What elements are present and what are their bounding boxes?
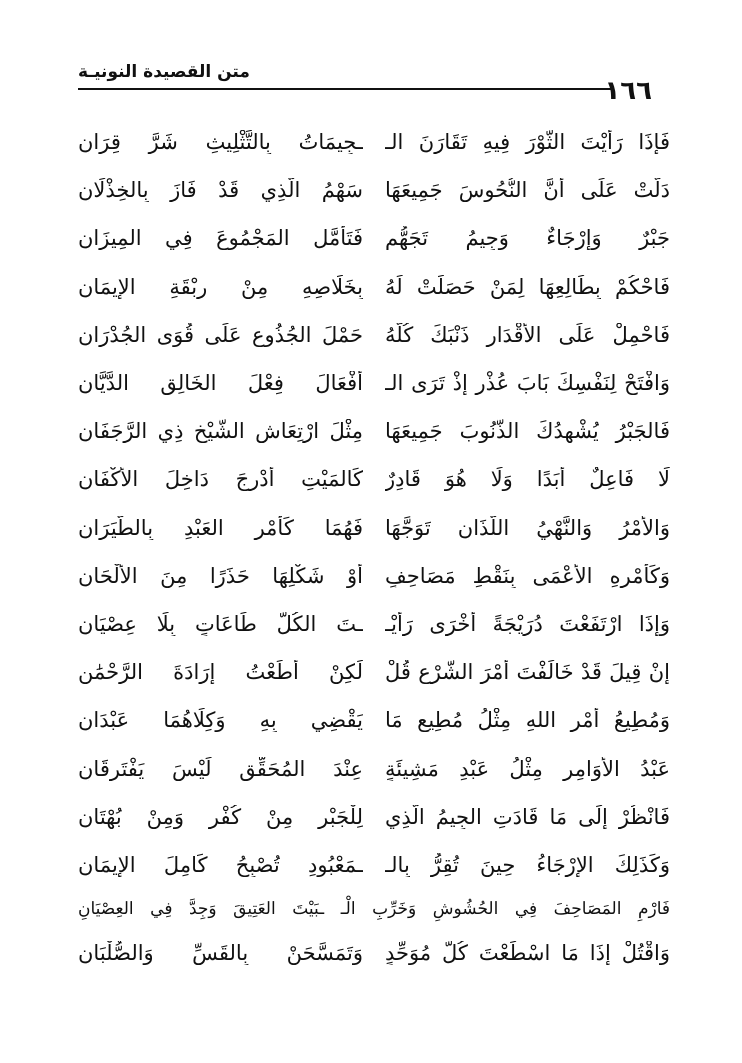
verse-second-hemistich: ـتَ الكُلَّ طَاعَاتٍ بِلَا عِصْيَانِ	[78, 611, 363, 636]
verse-first-hemistich: وَافْتَحْ لِنَفْسِكَ بَابَ عُذْرٍ إِذْ تَرَى الـ	[385, 371, 670, 396]
verse	[78, 359, 670, 407]
verse-first-hemistich: فَإِذَا رَأَيْتَ الثَّوْرَ فِيهِ تَقَارَنَ الـ	[385, 130, 670, 155]
verse-second-hemistich: ـجِيمَاتُ بِالتَّثْلِيثِ شَرَّ قِرَانِ	[78, 130, 363, 155]
verse-first-hemistich: وَكَأَمْرِهِ الأَعْمَى بِنَقْطِ مَصَاحِفٍ	[385, 563, 670, 588]
verse-first-hemistich: فَاحْمِلْ عَلَى الأَقْدَارِ ذَنْبَكَ كُلَّهُ	[385, 322, 670, 347]
verse	[78, 793, 670, 841]
verse	[78, 455, 670, 503]
verse-second-hemistich: عِنْدَ المُحَقِّقِ لَيْسَ يَفْتَرِقَانِ	[78, 756, 363, 781]
verse-second-hemistich: أَوْ شَكْلِهَا حَذَرًا مِنَ الأَلْحَانِ	[78, 563, 363, 588]
verse	[78, 214, 670, 262]
poem-body	[78, 118, 670, 977]
verse-second-hemistich: حَمْلَ الجُذُوعِ عَلَى قُوَى الجُدْرَانِ	[78, 322, 363, 347]
verse-first-hemistich: إِنْ قِيلَ قَدْ خَالَفْتَ أَمْرَ الشَّرْعِ قُلْ	[385, 660, 670, 685]
page-number: ١٦٦	[604, 76, 652, 106]
verse-first-hemistich: فَالجَبْرُ يُشْهِدُكَ الذُّنُوبَ جَمِيعَهَا	[385, 419, 670, 444]
verse-second-hemistich: مِثْلَ ارْتِعَاشِ الشَّيْخِ ذِي الرَّجَفَانِ	[78, 419, 363, 444]
verse-second-hemistich: فَتَأَمَّلِ المَجْمُوعَ فِي المِيزَانِ	[78, 226, 363, 251]
verse-first-hemistich: وَكَذَلِكَ الإِرْجَاءُ حِينَ تُقِرُّ بِالـ	[385, 852, 670, 877]
verse	[78, 841, 670, 889]
verse-second-hemistich: وَتَمَسَّحَنْ بِالقَسِّ وَالصُّلْبَانِ	[78, 941, 363, 966]
verse	[78, 929, 670, 977]
verse-second-hemistich: يَقْضِي بِهِ وَكِلَاهُمَا عَبْدَانِ	[78, 708, 363, 733]
verse	[78, 118, 670, 166]
verse-first-hemistich: فَاحْكُمْ بِطَالِعِهَا لِمَنْ حَصَلَتْ لَهُ	[385, 274, 670, 299]
verse-second-hemistich: فَهُمَا كَأَمْرِ العَبْدِ بِالطَّيَرَانِ	[78, 515, 363, 540]
running-title: متن القصيدة النونيـة	[78, 62, 250, 82]
verse	[78, 263, 670, 311]
compressed-verse-line	[78, 889, 670, 929]
verse-first-hemistich: وَاقْتُلْ إِذَا مَا اسْطَعْتَ كُلَّ مُوَحِّدٍ	[385, 941, 670, 966]
verse	[78, 504, 670, 552]
verse-second-hemistich: سَهْمُ الَّذِي قَدْ فَازَ بِالخِذْلَانِ	[78, 178, 363, 203]
verse-second-hemistich: بِخَلَاصِهِ مِنْ رِبْقَةِ الإِيمَانِ	[78, 274, 363, 299]
verse-first-hemistich: لَا فَاعِلٌ أَبَدًا وَلَا هُوَ قَادِرٌ	[385, 467, 670, 492]
compressed-verse-text: فَارْمِ المَصَاحِفَ فِي الحُشُوشِ وَخَرِّبِ الْـ ـبَيْتَ العَتِيقَ وَجِدَّ فِي العِصْيَانِ	[78, 899, 670, 919]
verse-second-hemistich: أَفْعَالَ فِعْلَ الخَالِقِ الدَّيَّانِ	[78, 371, 363, 396]
verse	[78, 648, 670, 696]
verse-first-hemistich: جَبْرٌ وَإِرْجَاءٌ وَجِيمُ تَجَهُّمٍ	[385, 226, 670, 251]
verse	[78, 311, 670, 359]
verse-first-hemistich: فَانْظُرْ إِلَى مَا قَادَتِ الجِيمُ الَّذِي	[385, 804, 670, 829]
verse-second-hemistich: لِلْجَبْرِ مِنْ كُفْرٍ وَمِنْ بُهْتَانِ	[78, 804, 363, 829]
verse-first-hemistich: وَإِذَا ارْتَفَعْتَ دُرَيْجَةً أُخْرَى رَأَيْـ	[385, 611, 670, 636]
page-header	[78, 58, 670, 106]
verse-first-hemistich: دَلَّتْ عَلَى أَنَّ النُّحُوسَ جَمِيعَهَا	[385, 178, 670, 203]
verse	[78, 166, 670, 214]
verse-first-hemistich: وَمُطِيعُ أَمْرِ اللهِ مِثْلُ مُطِيعِ مَا	[385, 708, 670, 733]
header-divider	[78, 88, 614, 90]
verse-second-hemistich: ـمَعْبُودِ تُصْبِحُ كَامِلَ الإِيمَانِ	[78, 852, 363, 877]
verse-first-hemistich: عَبْدُ الأَوَامِرِ مِثْلُ عَبْدِ مَشِيئَةٍ	[385, 756, 670, 781]
verse-second-hemistich: كَالمَيْتِ أُدْرِجَ دَاخِلَ الأَكْفَانِ	[78, 467, 363, 492]
verse-first-hemistich: وَالأَمْرُ وَالنَّهْيُ اللَّذَانِ تَوَجَّهَا	[385, 515, 670, 540]
verse	[78, 696, 670, 744]
verse	[78, 744, 670, 792]
verse-second-hemistich: لَكِنْ أَطَعْتُ إِرَادَةَ الرَّحْمَٰنِ	[78, 660, 363, 685]
verse	[78, 552, 670, 600]
verse	[78, 407, 670, 455]
verse	[78, 600, 670, 648]
